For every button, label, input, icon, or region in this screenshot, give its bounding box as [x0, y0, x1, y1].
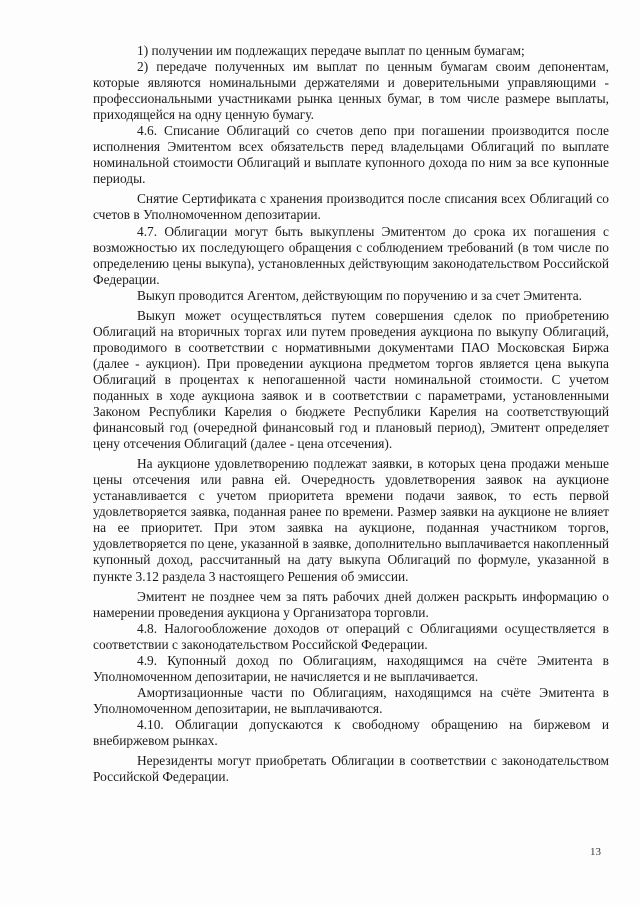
page-number: 13	[590, 846, 601, 858]
paragraph-amortization: Амортизационные части по Облигациям, находящимся на счёте Эмитента в Уполномоченном депозитарии, не выплачиваются.	[93, 684, 609, 716]
paragraph-buyback-agent: Выкуп проводится Агентом, действующим по поручению и за счет Эмитента.	[137, 287, 582, 303]
paragraph-issuer-disclosure: Эмитент не позднее чем за пять рабочих дней должен раскрыть информацию о намерении проведения аукциона у Организатора торговли.	[93, 588, 609, 620]
paragraph-nonresidents: Нерезиденты могут приобретать Облигации в соответствии с законодательством Российской Федерации.	[93, 753, 609, 785]
paragraph-4-8: 4.8. Налогообложение доходов от операций с Облигациями осуществляется в соответствии с законодательством Российской Федерации.	[93, 620, 609, 652]
paragraph-auction-rules: На аукционе удовлетворению подлежат заявки, в которых цена продажи меньше цены отсечения или равна ей. Очередность удовлетворения заявок на аукционе устанавливается с учетом приоритета времени подачи заявок, то есть первой удовлетворяется заявка, поданная ранее по времени. Размер заявки на аукционе не влияет на ее приоритет. При этом заявка на аукционе, поданная участником торгов, удовлетворяется по цене, указанной в заявке, дополнительно выплачивается накопленный купонный доход, рассчитанный на дату выкупа Облигаций по формуле, указанной в пункте 3.12 раздела 3 настоящего Решения об эмиссии.	[93, 456, 609, 584]
paragraph-buyback-auction: Выкуп может осуществляться путем совершения сделок по приобретению Облигаций на вторичных торгах или путем проведения аукциона по выкупу Облигаций, проводимого в соответствии с нормативными документами ПАО Московская Биржа (далее - аукцион). При проведении аукциона предметом торгов является цена выкупа Облигаций в процентах к непогашенной части номинальной стоимости. С учетом поданных в ходе аукциона заявок и в соответствии с параметрами, установленными Законом Республики Карелия о бюджете Республики Карелия на соответствующий финансовый год (очередной финансовый год и плановый период), Эмитент определяет цену отсечения Облигаций (далее - цена отсечения).	[93, 307, 609, 452]
document-body	[93, 43, 609, 785]
paragraph-2: 2) передаче полученных им выплат по ценным бумагам своим депонентам, которые являются номинальными держателями и доверительными управляющими - профессиональными участниками рынка ценных бумаг, в том числе размере выплаты, приходящейся на одну ценную бумагу.	[93, 59, 609, 123]
paragraph-1: 1) получении им подлежащих передаче выплат по ценным бумагам;	[137, 43, 525, 58]
paragraph-4-6: 4.6. Списание Облигаций со счетов депо при погашении производится после исполнения Эмитентом всех обязательств перед владельцами Облигаций по выплате номинальной стоимости Облигаций и выплате купонного дохода по ним за все купонные периоды.	[93, 123, 609, 187]
paragraph-4-10: 4.10. Облигации допускаются к свободному обращению на биржевом и внебиржевом рынках.	[93, 716, 609, 748]
paragraph-4-9: 4.9. Купонный доход по Облигациям, находящимся на счёте Эмитента в Уполномоченном депозитарии, не начисляется и не выплачивается.	[93, 652, 609, 684]
paragraph-certificate-removal: Снятие Сертификата с хранения производится после списания всех Облигаций со счетов в Уполномоченном депозитарии.	[93, 191, 609, 223]
paragraph-4-7: 4.7. Облигации могут быть выкуплены Эмитентом до срока их погашения с возможностью их последующего обращения с соблюдением требований (в том числе по определению цены выкупа), установленных действующим законодательством Российской Федерации.	[93, 223, 609, 287]
